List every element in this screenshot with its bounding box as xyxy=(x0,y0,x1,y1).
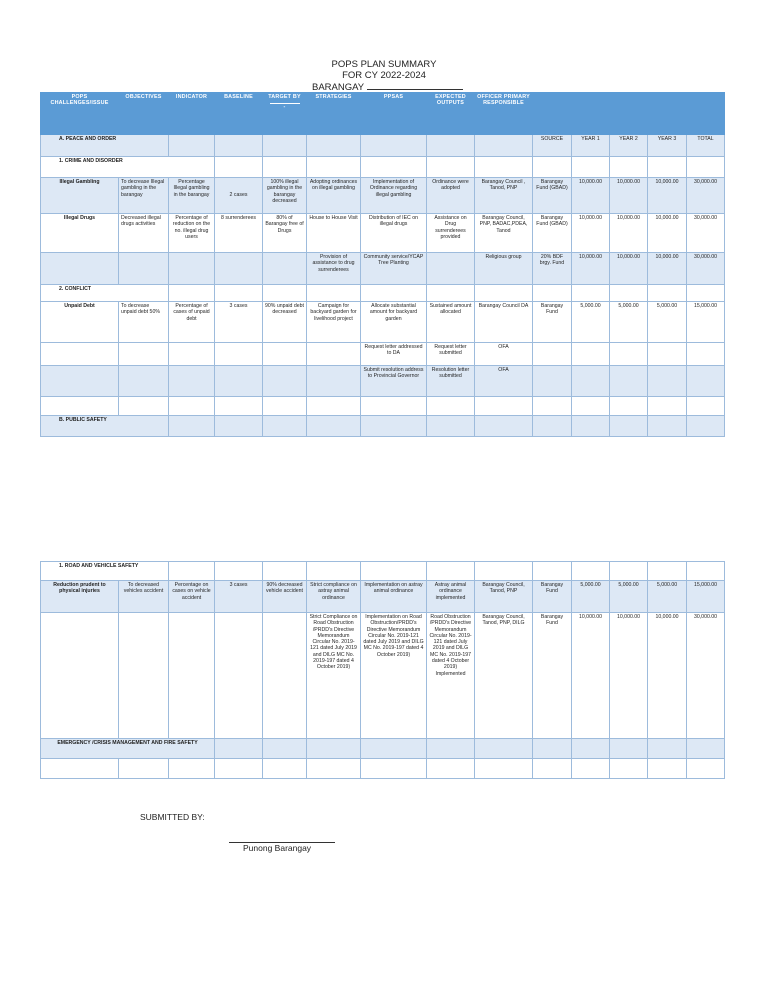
signatory-title: Punong Barangay xyxy=(243,843,312,853)
barangay-label: BARANGAY xyxy=(312,81,463,93)
year2-header: YEAR 2 xyxy=(610,135,648,157)
section-b-label: B. PUBLIC SAFETY xyxy=(41,416,169,437)
table-row-provision: Provision of assistance to drug surrenderees Community service/YCAP Tree Planting Religious group 20% BDF brgy. Fund 10,000.00 10,000.00 10,000.00 30,000.00 xyxy=(41,253,725,285)
section-a-label: A. PEACE AND ORDER xyxy=(41,135,169,157)
barangay-blank-line xyxy=(367,81,463,90)
submitted-by-label: SUBMITTED BY: xyxy=(140,812,205,822)
table-row-empty xyxy=(41,397,725,416)
source-header: SOURCE xyxy=(533,135,572,157)
header-indicator: INDICATOR xyxy=(169,93,215,135)
year1-header: YEAR 1 xyxy=(572,135,610,157)
subsection-crime-row xyxy=(41,157,725,178)
header-strategies: STRATEGIES xyxy=(307,93,361,135)
year3-header: YEAR 3 xyxy=(648,135,687,157)
subsection-conflict-label: 2. CONFLICT xyxy=(41,285,169,302)
header-pops: POPS CHALLENGES/ISSUE xyxy=(41,93,119,135)
header-officer: OFFICER PRIMARY RESPONSIBLE xyxy=(475,93,533,135)
header-objectives: OBJECTIVES xyxy=(119,93,169,135)
table-row-illegal-drugs: Illegal Drugs Decreased illegal drugs activities Percentage of reduction on the no. illegal drug users 8 surrenderees 80% of Barangay free of Drugs House to House Visit Distribution of IEC on illegal drugs Assistance on Drug surrenderees provided Barangay Council, PNP, BADAC,PDEA, Tanod Barangay Fund (GBAD) 10,000.00 10,000.00 10,000.00 30,000.00 xyxy=(41,214,725,253)
table-row-request-letter: Request letter addressed to DA Request letter submitted OFA xyxy=(41,343,725,366)
emergency-section-row xyxy=(41,739,725,759)
table-row-vehicle-accident: Reduction prudent to physical injuries To decreased vehicles accident Percentage on cases on vehicle accident 3 cases 90% decreased vehicle accident Strict compliance on astray animal ordinance Implementation on astray animal ordinance Astray animal ordinance implemented Barangay Council, Tanod, PNP Barangay Fund 5,000.00 5,000.00 5,000.00 15,000.00 xyxy=(41,581,725,613)
header-baseline: BASELINE xyxy=(215,93,263,135)
document-title: POPS PLAN SUMMARY xyxy=(331,59,437,70)
header-ppsas: PPSAS xyxy=(361,93,427,135)
pops-plan-table-page1 xyxy=(40,92,725,437)
header-target: TARGET BY - xyxy=(263,93,307,135)
total-header: TOTAL xyxy=(687,135,725,157)
table-row-road-obstruction: Strict Compliance on Road Obstruction /PRDD's Directive Memorandum Circular No. 2019-121 dated July 2019 and DILG MC No. 2019-197 dated 4 October 2019) Implementation on Road Obstruction/PRDD's Directive Memorandum Circular No. 2019-121 dated July 2019 and DILG MC No. 2019-197 dated 4 October 2019) Road Obstruction /PRDD's Directive Memorandum Circular No. 2019-121 dated July 2019 and DILG MC No. 2019-197 dated 4 October 2019) Implemented Barangay Council, Tanod, PNP, DILG Barangay Fund 10,000.00 10,000.00 10,000.00 30,000.00 xyxy=(41,613,725,739)
table-row-empty xyxy=(41,759,725,779)
subsection-conflict-row xyxy=(41,285,725,302)
document-period: FOR CY 2022-2024 xyxy=(342,70,426,81)
pops-plan-table-page2 xyxy=(40,561,725,779)
table-header-row xyxy=(41,93,725,135)
emergency-section-label: EMERGENCY /CRISIS MANAGEMENT AND FIRE SAFETY xyxy=(41,739,215,759)
table-row-illegal-gambling: Illegal Gambling To decrease Illegal gambling in the barangay Percentage Illegal gambling in the barangay 2 cases 100% illegal gambling in the barangay decreased Adopting ordinances on illegal gambling Implementation of Ordinance regarding illegal gambling Ordinance were adopted Barangay Council , Tanod, PNP Barangay Fund (GBAD) 10,000.00 10,000.00 10,000.00 30,000.00 xyxy=(41,178,725,214)
section-b-row xyxy=(41,416,725,437)
section-a-row xyxy=(41,135,725,157)
subsection-road-row xyxy=(41,562,725,581)
header-outputs: EXPECTED OUTPUTS xyxy=(427,93,475,135)
table-row-resolution: Submit resolution address to Provincial Governor Resolution letter submitted OFA xyxy=(41,366,725,397)
subsection-crime-label: 1. CRIME AND DISORDER xyxy=(41,157,215,178)
table-row-unpaid-debt: Unpaid Debt To decrease unpaid debt 50% Percentage of cases of unpaid debt 3 cases 90% unpaid debt decreased Campaign for backyard garden for livelihood project Allocate substantial amount for backyard garden Sustained amount allocated Barangay Council DA Barangay Fund 5,000.00 5,000.00 5,000.00 15,000.00 xyxy=(41,302,725,343)
subsection-road-label: 1. ROAD AND VEHICLE SAFETY xyxy=(41,562,169,581)
